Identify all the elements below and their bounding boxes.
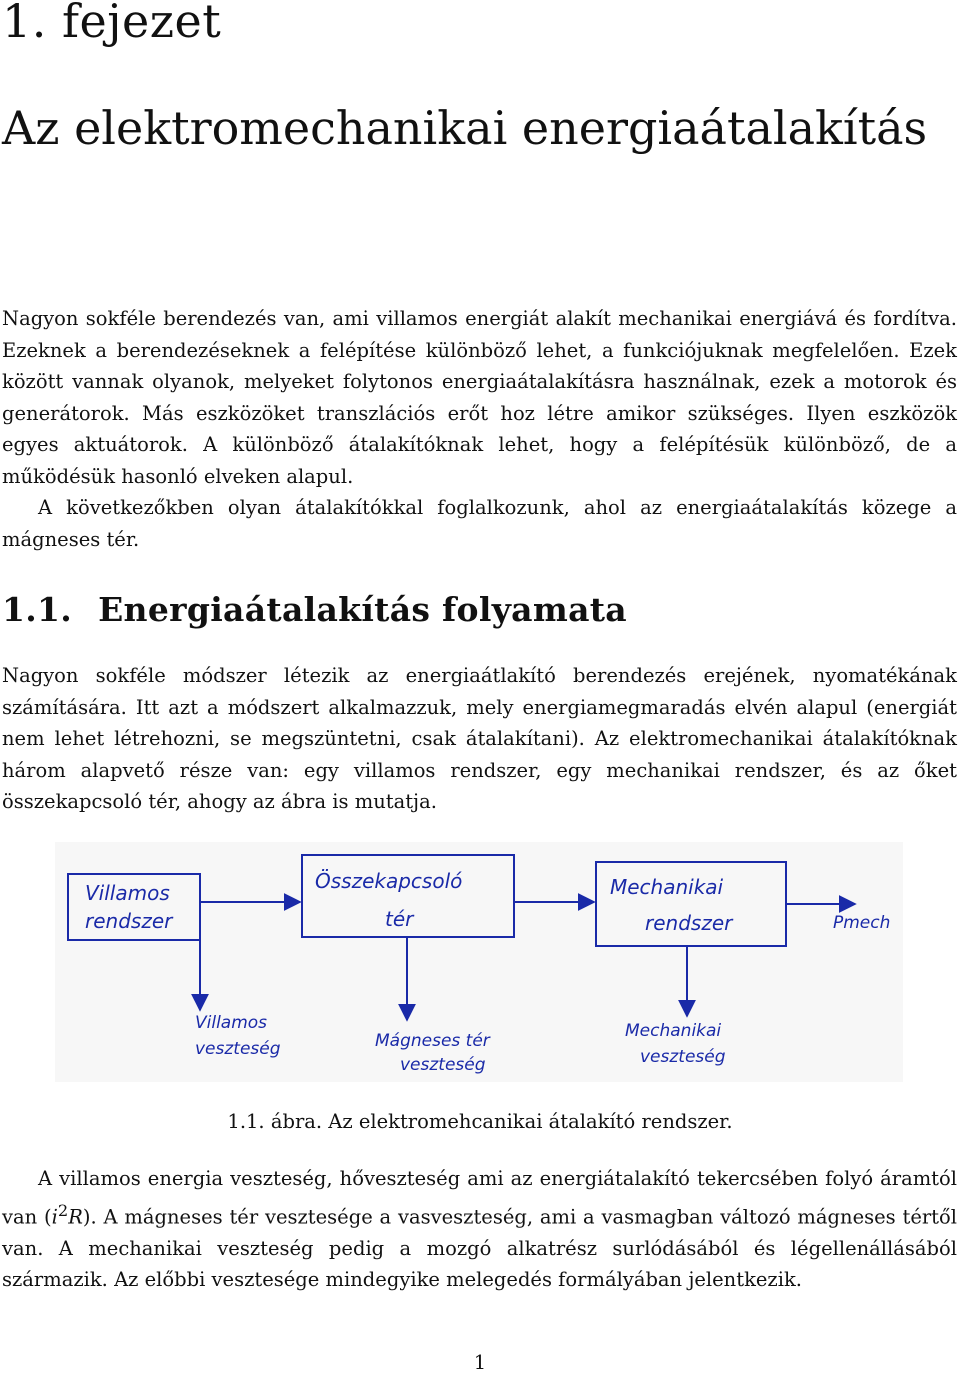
section-paragraph: Nagyon sokféle módszer létezik az energiaátlakító berendezés erejének, nyomatékának számítására. Itt azt a módszert alkalmazzuk, mely energiamegmaradás elvén alapul (energiát nem lehet létrehozni, se megszüntetni, csak átalakítani). Az elektromechanikai átalakítóknak három alapvető része van: egy villamos rendszer, egy mechanikai rendszer, és az őket összekapcsoló tér, ahogy az ábra is mutatja. bbox=[2, 664, 957, 813]
after-paragraph-text bbox=[2, 1163, 957, 1296]
loss2-line2: veszteség bbox=[400, 1055, 486, 1075]
loss1-line2: veszteség bbox=[195, 1039, 281, 1059]
figure-caption: 1.1. ábra. Az elektromehcanikai átalakító rendszer. bbox=[227, 1110, 733, 1133]
hand-drawn-diagram bbox=[55, 842, 903, 1082]
box3-line2: rendszer bbox=[645, 911, 733, 935]
section-title: Energiaátalakítás folyamata bbox=[98, 590, 627, 629]
loss1-line1: Villamos bbox=[195, 1013, 268, 1033]
intro-paragraph-2-text: A következőkben olyan átalakítókkal foglalkozunk, ahol az energiaátalakítás közege a mágneses tér. bbox=[2, 496, 957, 551]
after-text-b: ). A mágneses tér vesztesége a vasveszteség, ami a vasmagban változó mágneses tértől van. A mechanikai veszteség pedig a mozgó alkatrész surlódásából és légellenállásából származik. Az előbbi vesztesége mindegyike melegedés formályában jelentkezik. bbox=[2, 1205, 957, 1291]
formula-exponent: 2 bbox=[57, 1200, 69, 1220]
box1-line1: Villamos bbox=[85, 881, 170, 905]
box3-line1: Mechanikai bbox=[610, 875, 724, 899]
loss3-line1: Mechanikai bbox=[625, 1021, 722, 1041]
chapter-title: Az elektromechanikai energiaátalakítás bbox=[2, 101, 928, 155]
loss2-line1: Mágneses tér bbox=[375, 1031, 490, 1051]
page-number: 1 bbox=[473, 1351, 487, 1374]
output-label: Pmech bbox=[833, 913, 891, 933]
section-heading bbox=[2, 590, 627, 629]
formula-i: i bbox=[51, 1205, 58, 1228]
after-text-a: A villamos energia veszteség, hőveszteség ami az energiátalakító tekercsében folyó áramtól van ( bbox=[2, 1167, 957, 1228]
intro-paragraph: Nagyon sokféle berendezés van, ami villamos energiát alakít mechanikai energiává és fordítva. Ezeknek a berendezéseknek a felépítése különböző lehet, a funkciójuknak megfelelően. Ezek között vannak olyanok, melyeket folytonos energiaátalakításra használnak, ezek a motorok és generátorok. Más eszközöket transzlációs erőt hoz létre amikor szükséges. Ilyen eszközök egyes aktuátorok. A különböző átalakítóknak lehet, hogy a felépítésük különböző, de a működésük hasonló elveken alapul. bbox=[2, 307, 957, 488]
box1-line2: rendszer bbox=[85, 909, 173, 933]
formula-r: R bbox=[68, 1205, 83, 1228]
chapter-label: 1. fejezet bbox=[2, 0, 222, 48]
box2-line2: tér bbox=[385, 907, 414, 931]
box2-line1: Összekapcsoló bbox=[315, 869, 463, 893]
after-paragraph bbox=[2, 1163, 957, 1296]
intro-paragraph-2 bbox=[2, 492, 957, 555]
section-number: 1.1. bbox=[2, 590, 73, 629]
loss3-line2: veszteség bbox=[640, 1047, 726, 1067]
